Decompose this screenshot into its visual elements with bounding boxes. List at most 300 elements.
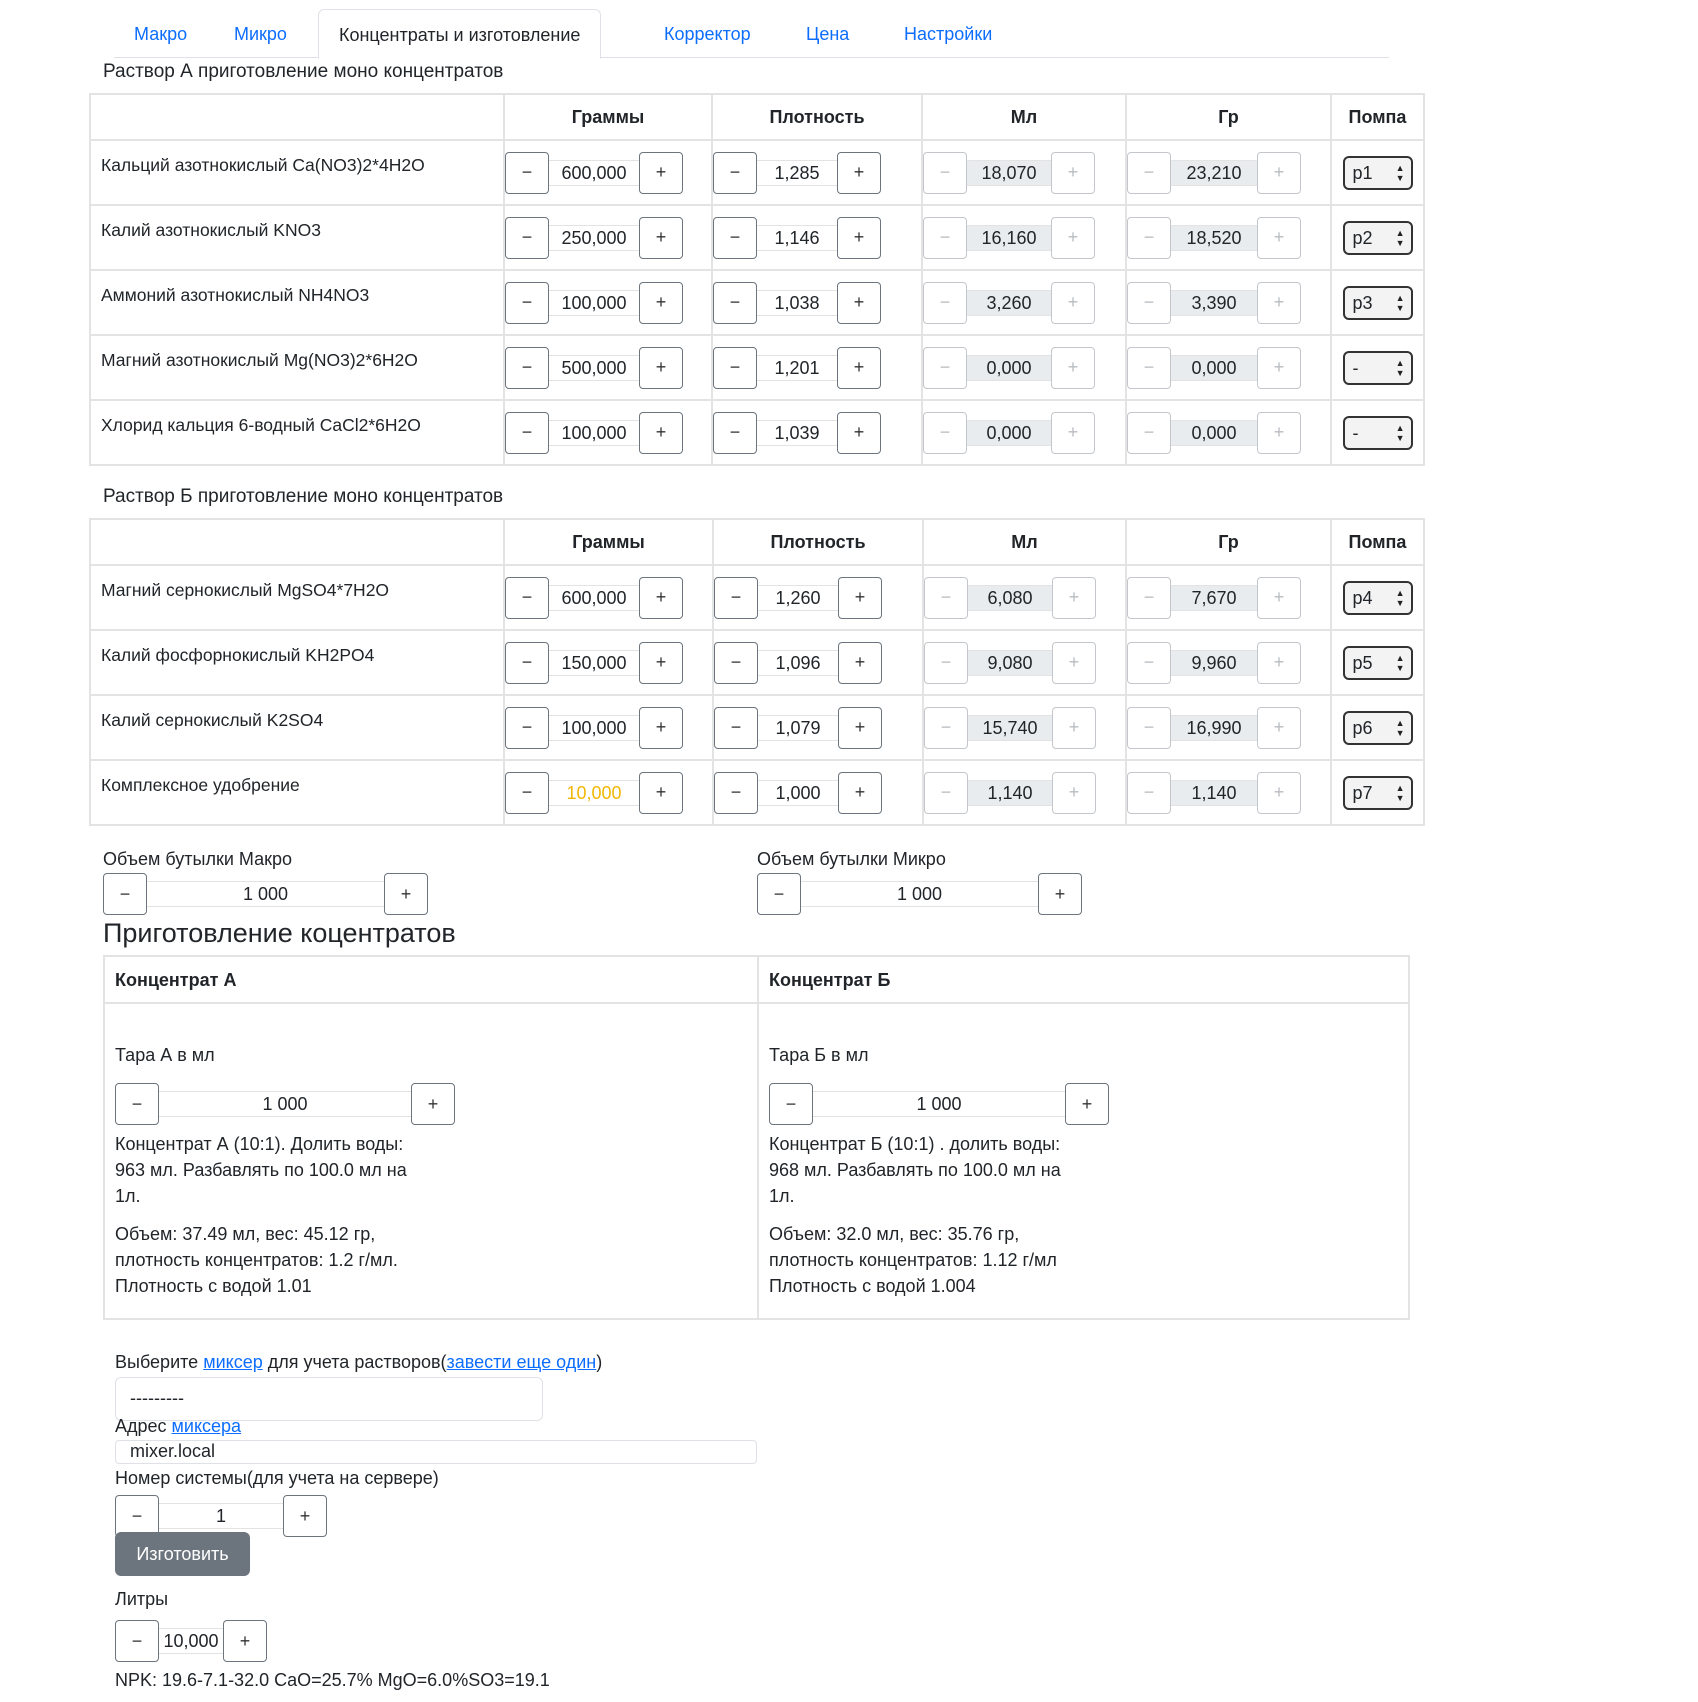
concentrate-b-instructions: Концентрат Б (10:1) . долить воды: 968 мл. Разбавлять по 100.0 мл на 1л.	[769, 1134, 1061, 1206]
grams-plus-button[interactable]: +	[639, 217, 683, 259]
fertilizer-name: Хлорид кальция 6-водный CaCl2*6H2O	[90, 400, 504, 465]
ml-stepper	[924, 642, 1125, 684]
column-header-gr: Гр	[1126, 94, 1331, 140]
pump-select[interactable]	[1343, 286, 1413, 320]
grams-plus-button[interactable]: +	[639, 707, 683, 749]
ml-stepper	[924, 577, 1125, 619]
column-header-ml: Мл	[923, 519, 1126, 565]
gr-input[interactable]: 9,960	[1171, 650, 1257, 676]
pump-value: p2	[1352, 227, 1373, 248]
mixer-select-prefix: Выберите	[115, 1352, 204, 1372]
gr-plus-button[interactable]: +	[1257, 217, 1301, 259]
gr-stepper	[1127, 152, 1330, 194]
bottle-macro-minus-button[interactable]: −	[103, 873, 147, 915]
bottle-macro-plus-button[interactable]: +	[384, 873, 428, 915]
mixer-select-label	[115, 1352, 602, 1373]
select-arrows-icon: ▲ ▼	[1395, 292, 1405, 313]
cell-grams	[504, 335, 712, 400]
pump-select[interactable]	[1343, 351, 1413, 385]
grams-input[interactable]: 100,000	[549, 420, 639, 446]
gr-plus-button[interactable]: +	[1257, 642, 1301, 684]
density-plus-button[interactable]: +	[837, 152, 881, 194]
gr-input[interactable]: 16,990	[1171, 715, 1257, 741]
cell-gr	[1126, 760, 1331, 825]
tab-macro[interactable]: Макро	[134, 24, 188, 44]
density-plus-button[interactable]: +	[837, 282, 881, 324]
fertilizer-name: Калий азотнокислый KNO3	[90, 205, 504, 270]
gr-input[interactable]: 7,670	[1171, 585, 1257, 611]
cell-pump	[1331, 565, 1424, 630]
mixer-select-suffix: )	[596, 1352, 603, 1372]
grams-input[interactable]: 500,000	[549, 355, 639, 381]
gr-plus-button[interactable]: +	[1257, 577, 1301, 619]
ml-stepper	[923, 347, 1125, 389]
bottle-micro-input[interactable]: 1 000	[801, 881, 1038, 907]
ml-minus-button[interactable]: −	[923, 152, 967, 194]
ml-plus-button[interactable]: +	[1051, 217, 1095, 259]
grams-stepper	[505, 707, 712, 749]
cell-density	[712, 140, 922, 205]
ml-input[interactable]: 18,070	[967, 160, 1051, 186]
grams-minus-button[interactable]: −	[505, 412, 549, 454]
density-input[interactable]: 1,146	[757, 225, 837, 251]
gr-plus-button[interactable]: +	[1257, 707, 1301, 749]
density-minus-button[interactable]: −	[713, 412, 757, 454]
bottle-micro-plus-button[interactable]: +	[1038, 873, 1082, 915]
ml-minus-button[interactable]: −	[924, 772, 968, 814]
ml-stepper	[924, 707, 1125, 749]
column-header-grams: Граммы	[504, 519, 713, 565]
cell-ml	[923, 630, 1126, 695]
ml-minus-button[interactable]: −	[924, 642, 968, 684]
density-plus-button[interactable]: +	[838, 577, 882, 619]
gr-stepper	[1127, 217, 1330, 259]
mixer-address-prefix: Адрес	[115, 1416, 172, 1436]
density-stepper	[714, 772, 922, 814]
density-input[interactable]: 1,079	[758, 715, 838, 741]
gr-input[interactable]: 3,390	[1171, 290, 1257, 316]
tara-b-minus-button[interactable]: −	[769, 1083, 813, 1125]
gr-input[interactable]: 0,000	[1171, 355, 1257, 381]
mixer-select[interactable]: ---------	[115, 1377, 543, 1421]
cell-ml	[923, 760, 1126, 825]
npk-summary: NPK: 19.6-7.1-32.0 CaO=25.7% MgO=6.0%SO3=19.1	[115, 1670, 550, 1690]
column-header-gr: Гр	[1126, 519, 1331, 565]
concentrate-a-stats: Объем: 37.49 мл, вес: 45.12 гр, плотность концентратов: 1.2 г/мл. Плотность с водой 1.01	[115, 1224, 398, 1296]
cell-pump	[1331, 695, 1424, 760]
density-plus-button[interactable]: +	[837, 217, 881, 259]
cell-grams	[504, 630, 713, 695]
tara-b-plus-button[interactable]: +	[1065, 1083, 1109, 1125]
density-stepper	[713, 347, 921, 389]
concentrate-b-stats: Объем: 32.0 мл, вес: 35.76 гр, плотность концентратов: 1.12 г/мл Плотность с водой 1.004	[769, 1224, 1057, 1296]
gr-plus-button[interactable]: +	[1257, 412, 1301, 454]
cell-grams	[504, 400, 712, 465]
ml-stepper	[923, 217, 1125, 259]
cell-pump	[1331, 335, 1424, 400]
gr-minus-button[interactable]: −	[1127, 642, 1171, 684]
pump-select[interactable]	[1343, 156, 1413, 190]
ml-plus-button[interactable]: +	[1052, 642, 1096, 684]
gr-minus-button[interactable]: −	[1127, 707, 1171, 749]
ml-minus-button[interactable]: −	[924, 707, 968, 749]
select-arrows-icon: ▲ ▼	[1395, 357, 1405, 378]
cell-grams	[504, 270, 712, 335]
cell-ml	[922, 140, 1126, 205]
grams-input[interactable]: 100,000	[549, 290, 639, 316]
pump-select[interactable]	[1343, 776, 1413, 810]
ml-input[interactable]: 6,080	[968, 585, 1052, 611]
bottle-micro-label: Объем бутылки Микро	[757, 849, 946, 869]
grams-minus-button[interactable]: −	[505, 152, 549, 194]
ml-stepper	[923, 152, 1125, 194]
ml-minus-button[interactable]: −	[923, 347, 967, 389]
density-minus-button[interactable]: −	[713, 152, 757, 194]
density-stepper	[713, 282, 921, 324]
ml-minus-button[interactable]: −	[924, 577, 968, 619]
system-number-input[interactable]: 1	[159, 1503, 283, 1529]
concentrate-b-header: Концентрат Б	[759, 957, 1408, 1004]
concentrate-a-header: Концентрат А	[105, 957, 757, 1004]
mixer-address-link[interactable]: миксера	[171, 1416, 242, 1436]
ml-stepper	[923, 282, 1125, 324]
pump-value: p3	[1352, 292, 1373, 313]
system-number-label: Номер системы(для учета на сервере)	[115, 1468, 439, 1488]
cell-grams	[504, 760, 713, 825]
fertilizer-name: Калий сернокислый K2SO4	[90, 695, 504, 760]
table-row	[90, 695, 1424, 760]
grams-minus-button[interactable]: −	[505, 217, 549, 259]
density-minus-button[interactable]: −	[713, 347, 757, 389]
mixer-link[interactable]: миксер	[203, 1352, 263, 1372]
table-row	[90, 400, 1424, 465]
tab-micro[interactable]: Микро	[234, 24, 287, 44]
tara-a-plus-button[interactable]: +	[411, 1083, 455, 1125]
pump-select[interactable]	[1343, 646, 1413, 680]
grams-minus-button[interactable]: −	[505, 642, 549, 684]
gr-plus-button[interactable]: +	[1257, 772, 1301, 814]
liters-minus-button[interactable]: −	[115, 1620, 159, 1662]
density-stepper	[714, 707, 922, 749]
fertilizer-name: Комплексное удобрение	[90, 760, 504, 825]
pump-value: -	[1352, 422, 1359, 443]
density-minus-button[interactable]: −	[714, 707, 758, 749]
ml-plus-button[interactable]: +	[1051, 282, 1095, 324]
bottle-macro-input[interactable]: 1 000	[147, 881, 384, 907]
pump-select[interactable]	[1343, 581, 1413, 615]
pump-value: p5	[1352, 652, 1373, 673]
gr-minus-button[interactable]: −	[1127, 217, 1171, 259]
density-plus-button[interactable]: +	[838, 707, 882, 749]
cell-pump	[1331, 630, 1424, 695]
cell-ml	[923, 695, 1126, 760]
density-stepper	[713, 412, 921, 454]
grams-plus-button[interactable]: +	[639, 282, 683, 324]
cell-pump	[1331, 760, 1424, 825]
cell-pump	[1331, 400, 1424, 465]
pump-value: p1	[1352, 162, 1373, 183]
cell-gr	[1126, 140, 1331, 205]
pump-value: p7	[1352, 782, 1373, 803]
grams-plus-button[interactable]: +	[639, 152, 683, 194]
pump-select[interactable]	[1343, 416, 1413, 450]
tab-settings[interactable]: Настройки	[904, 24, 993, 44]
grams-minus-button[interactable]: −	[505, 707, 549, 749]
ml-input[interactable]: 1,140	[968, 780, 1052, 806]
density-minus-button[interactable]: −	[714, 642, 758, 684]
ml-stepper	[923, 412, 1125, 454]
solution-a-title: Раствор А приготовление моно концентратов	[103, 61, 504, 82]
density-input[interactable]: 1,039	[757, 420, 837, 446]
tara-b-input[interactable]: 1 000	[813, 1091, 1065, 1117]
density-plus-button[interactable]: +	[838, 772, 882, 814]
gr-plus-button[interactable]: +	[1257, 347, 1301, 389]
table-row	[90, 335, 1424, 400]
gr-plus-button[interactable]: +	[1257, 282, 1301, 324]
column-header-name	[90, 519, 504, 565]
grams-input[interactable]: 150,000	[549, 650, 639, 676]
density-stepper	[713, 217, 921, 259]
bottle-micro-minus-button[interactable]: −	[757, 873, 801, 915]
bottle-macro-stepper	[103, 873, 428, 915]
tab-corrector[interactable]: Корректор	[664, 24, 751, 44]
density-stepper	[713, 152, 921, 194]
mixer-address-label	[115, 1416, 241, 1437]
bottle-macro-label: Объем бутылки Макро	[103, 849, 292, 869]
grams-minus-button[interactable]: −	[505, 347, 549, 389]
gr-minus-button[interactable]: −	[1127, 282, 1171, 324]
prep-table	[103, 955, 1410, 1320]
cell-ml	[922, 270, 1126, 335]
select-arrows-icon: ▲ ▼	[1395, 717, 1405, 738]
density-minus-button[interactable]: −	[714, 772, 758, 814]
make-button[interactable]: Изготовить	[115, 1532, 250, 1576]
grams-input[interactable]: 250,000	[549, 225, 639, 251]
table-row	[90, 205, 1424, 270]
gr-stepper	[1127, 347, 1330, 389]
table-row	[90, 140, 1424, 205]
select-arrows-icon: ▲ ▼	[1395, 587, 1405, 608]
grams-plus-button[interactable]: +	[639, 577, 683, 619]
density-minus-button[interactable]: −	[714, 577, 758, 619]
liters-plus-button[interactable]: +	[223, 1620, 267, 1662]
tara-a-label: Тара А в мл	[115, 1045, 215, 1065]
solution-a-table	[89, 93, 1425, 466]
grams-stepper	[505, 152, 711, 194]
cell-density	[713, 695, 923, 760]
system-number-stepper	[115, 1495, 327, 1537]
density-stepper	[714, 577, 922, 619]
select-arrows-icon: ▲ ▼	[1395, 782, 1405, 803]
density-input[interactable]: 1,285	[757, 160, 837, 186]
table-row	[90, 565, 1424, 630]
tara-b-stepper	[769, 1083, 1109, 1125]
grams-minus-button[interactable]: −	[505, 577, 549, 619]
gr-minus-button[interactable]: −	[1127, 347, 1171, 389]
concentrate-a-instructions: Концентрат А (10:1). Долить воды: 963 мл. Разбавлять по 100.0 мл на 1л.	[115, 1134, 407, 1206]
cell-grams	[504, 205, 712, 270]
table-row	[90, 270, 1424, 335]
tab-price[interactable]: Цена	[806, 24, 850, 44]
tab-concentrates[interactable]: Концентраты и изготовление	[318, 9, 601, 59]
cell-density	[712, 400, 922, 465]
cell-ml	[922, 335, 1126, 400]
gr-stepper	[1127, 282, 1330, 324]
grams-input[interactable]: 600,000	[549, 160, 639, 186]
grams-plus-button[interactable]: +	[639, 412, 683, 454]
ml-minus-button[interactable]: −	[923, 217, 967, 259]
tara-a-minus-button[interactable]: −	[115, 1083, 159, 1125]
pump-select[interactable]	[1343, 221, 1413, 255]
cell-grams	[504, 565, 713, 630]
cell-ml	[923, 565, 1126, 630]
gr-input[interactable]: 1,140	[1171, 780, 1257, 806]
gr-stepper	[1127, 577, 1330, 619]
fertilizer-name: Магний сернокислый MgSO4*7H2O	[90, 565, 504, 630]
grams-input[interactable]: 600,000	[549, 585, 639, 611]
cell-gr	[1126, 400, 1331, 465]
pump-value: -	[1352, 357, 1359, 378]
column-header-ml: Мл	[922, 94, 1126, 140]
density-plus-button[interactable]: +	[837, 347, 881, 389]
density-minus-button[interactable]: −	[713, 217, 757, 259]
cell-density	[713, 565, 923, 630]
gr-minus-button[interactable]: −	[1127, 412, 1171, 454]
ml-input[interactable]: 0,000	[967, 355, 1051, 381]
grams-plus-button[interactable]: +	[639, 347, 683, 389]
grams-stepper	[505, 347, 711, 389]
gr-minus-button[interactable]: −	[1127, 152, 1171, 194]
grams-stepper	[505, 577, 712, 619]
grams-plus-button[interactable]: +	[639, 642, 683, 684]
liters-stepper	[115, 1620, 267, 1662]
ml-plus-button[interactable]: +	[1052, 577, 1096, 619]
density-plus-button[interactable]: +	[837, 412, 881, 454]
cell-gr	[1126, 335, 1331, 400]
column-header-grams: Граммы	[504, 94, 712, 140]
table-row	[90, 760, 1424, 825]
density-input[interactable]: 1,038	[757, 290, 837, 316]
cell-gr	[1126, 270, 1331, 335]
cell-ml	[922, 400, 1126, 465]
bottle-micro-stepper	[757, 873, 1082, 915]
system-number-minus-button[interactable]: −	[115, 1495, 159, 1537]
cell-density	[712, 335, 922, 400]
gr-stepper	[1127, 412, 1330, 454]
grams-input[interactable]: 100,000	[549, 715, 639, 741]
gr-input[interactable]: 23,210	[1171, 160, 1257, 186]
fertilizer-name: Магний азотнокислый Mg(NO3)2*6H2O	[90, 335, 504, 400]
grams-stepper	[505, 772, 712, 814]
ml-plus-button[interactable]: +	[1051, 412, 1095, 454]
fertilizer-name: Аммоний азотнокислый NH4NO3	[90, 270, 504, 335]
cell-density	[712, 205, 922, 270]
gr-input[interactable]: 0,000	[1171, 420, 1257, 446]
cell-pump	[1331, 205, 1424, 270]
ml-input[interactable]: 3,260	[967, 290, 1051, 316]
grams-stepper	[505, 412, 711, 454]
cell-pump	[1331, 270, 1424, 335]
cell-gr	[1126, 695, 1331, 760]
system-number-plus-button[interactable]: +	[283, 1495, 327, 1537]
select-arrows-icon: ▲ ▼	[1395, 227, 1405, 248]
cell-gr	[1126, 630, 1331, 695]
grams-minus-button[interactable]: −	[505, 282, 549, 324]
density-stepper	[714, 642, 922, 684]
column-header-pump: Помпа	[1331, 94, 1424, 140]
gr-input[interactable]: 18,520	[1171, 225, 1257, 251]
ml-input[interactable]: 0,000	[967, 420, 1051, 446]
ml-plus-button[interactable]: +	[1051, 347, 1095, 389]
ml-plus-button[interactable]: +	[1051, 152, 1095, 194]
gr-plus-button[interactable]: +	[1257, 152, 1301, 194]
mixer-address-input[interactable]: mixer.local	[115, 1440, 757, 1464]
column-header-pump: Помпа	[1331, 519, 1424, 565]
liters-input[interactable]: 10,000	[159, 1628, 223, 1654]
grams-stepper	[505, 217, 711, 259]
gr-stepper	[1127, 707, 1330, 749]
pump-value: p6	[1352, 717, 1373, 738]
grams-plus-button[interactable]: +	[639, 772, 683, 814]
grams-minus-button[interactable]: −	[505, 772, 549, 814]
ml-input[interactable]: 9,080	[968, 650, 1052, 676]
add-mixer-link[interactable]: завести еще один	[446, 1352, 597, 1372]
fertilizer-name: Калий фосфорнокислый KH2PO4	[90, 630, 504, 695]
cell-ml	[922, 205, 1126, 270]
gr-minus-button[interactable]: −	[1127, 772, 1171, 814]
density-input[interactable]: 1,201	[757, 355, 837, 381]
tara-a-stepper	[115, 1083, 455, 1125]
column-header-name	[90, 94, 504, 140]
cell-gr	[1126, 205, 1331, 270]
density-input[interactable]: 1,096	[758, 650, 838, 676]
table-row	[90, 630, 1424, 695]
cell-density	[712, 270, 922, 335]
pump-select[interactable]	[1343, 711, 1413, 745]
tara-a-input[interactable]: 1 000	[159, 1091, 411, 1117]
ml-input[interactable]: 16,160	[967, 225, 1051, 251]
prep-title: Приготовление коцентратов	[103, 918, 456, 948]
grams-input[interactable]: 10,000	[549, 780, 639, 806]
column-header-density: Плотность	[713, 519, 923, 565]
ml-input[interactable]: 15,740	[968, 715, 1052, 741]
density-input[interactable]: 1,260	[758, 585, 838, 611]
fertilizer-name: Кальций азотнокислый Ca(NO3)2*4H2O	[90, 140, 504, 205]
concentrate-a-column	[105, 957, 757, 1318]
grams-stepper	[505, 282, 711, 324]
gr-minus-button[interactable]: −	[1127, 577, 1171, 619]
select-arrows-icon: ▲ ▼	[1395, 422, 1405, 443]
cell-grams	[504, 695, 713, 760]
liters-label: Литры	[115, 1589, 169, 1609]
pump-value: p4	[1352, 587, 1373, 608]
mixer-select-middle: для учета растворов(	[262, 1352, 447, 1372]
gr-stepper	[1127, 772, 1330, 814]
density-input[interactable]: 1,000	[758, 780, 838, 806]
cell-density	[713, 630, 923, 695]
cell-grams	[504, 140, 712, 205]
cell-density	[713, 760, 923, 825]
density-minus-button[interactable]: −	[713, 282, 757, 324]
ml-minus-button[interactable]: −	[923, 412, 967, 454]
ml-minus-button[interactable]: −	[923, 282, 967, 324]
ml-plus-button[interactable]: +	[1052, 707, 1096, 749]
concentrate-b-column	[757, 957, 1408, 1318]
solution-b-table	[89, 518, 1425, 826]
density-plus-button[interactable]: +	[838, 642, 882, 684]
ml-plus-button[interactable]: +	[1052, 772, 1096, 814]
solution-b-title: Раствор Б приготовление моно концентратов	[103, 486, 504, 507]
